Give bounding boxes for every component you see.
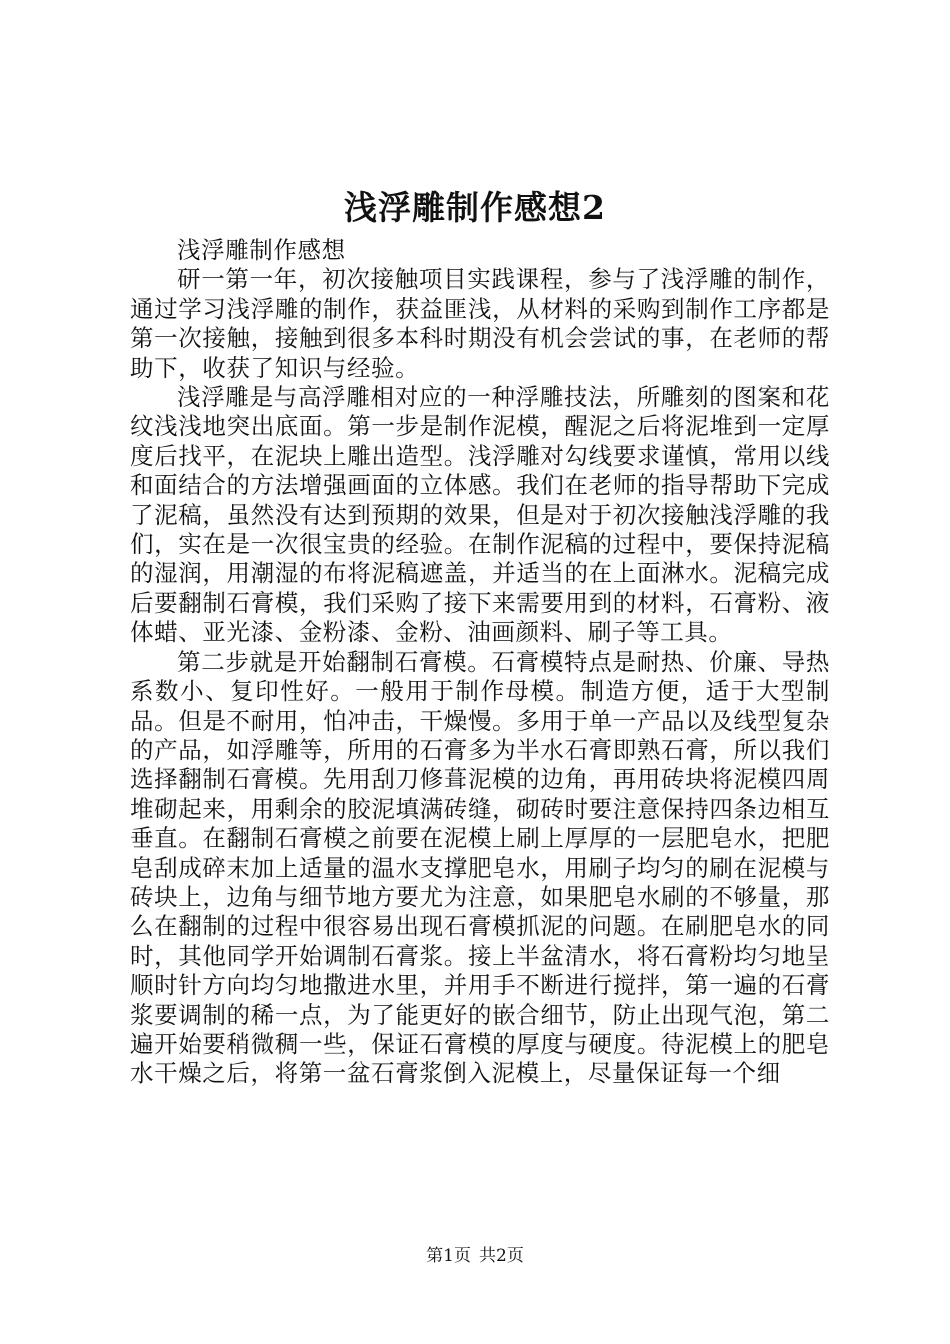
paragraph-step-two: 第二步就是开始翻制石膏模。石膏模特点是耐热、价廉、导热系数小、复印性好。一般用于制作母模。制造方便，适于大型制品。但是不耐用，怕冲击，干燥慢。多用于单一产品以及线型复杂的产品，如浮雕等，所用的石膏多为半水石膏即熟石膏，所以我们选择翻制石膏模。先用刮刀修葺泥模的边角，再用砖块将泥模四周堆砌起来，用剩余的胶泥填满砖缝，砌砖时要注意保持四条边相互垂直。在翻制石膏模之前要在泥模上刷上厚厚的一层肥皂水，把肥皂刮成碎末加上适量的温水支撑肥皂水，用刷子均匀的刷在泥模与砖块上，边角与细节地方要尤为注意，如果肥皂水刷的不够量，那么在翻制的过程中很容易出现石膏模抓泥的问题。在刷肥皂水的同时，其他同学开始调制石膏浆。接上半盆清水，将石膏粉均匀地呈顺时针方向均匀地撒进水里，并用手不断进行搅拌，第一遍的石膏浆要调制的稀一点，为了能更好的嵌合细节，防止出现气泡，第二遍开始要稍微稠一些，保证石膏模的厚度与硬度。待泥模上的肥皂水干燥之后，将第一盆石膏浆倒入泥模上，尽量保证每一个细 [130, 647, 830, 1088]
page-total: 共2页 [479, 1246, 524, 1266]
page-number: 第1页 [426, 1246, 471, 1266]
paragraph-intro: 研一第一年，初次接触项目实践课程，参与了浅浮雕的制作，通过学习浅浮雕的制作，获益匪浅，从材料的采购到制作工序都是第一次接触，接触到很多本科时期没有机会尝试的事，在老师的帮助下，收获了知识与经验。 [130, 265, 830, 382]
page-footer [0, 1244, 950, 1268]
document-body [130, 236, 830, 1089]
paragraph-subtitle: 浅浮雕制作感想 [177, 236, 346, 264]
paragraph-step-one: 浅浮雕是与高浮雕相对应的一种浮雕技法，所雕刻的图案和花纹浅浅地突出底面。第一步是制作泥模，醒泥之后将泥堆到一定厚度后找平，在泥块上雕出造型。浅浮雕对勾线要求谨慎，常用以线和面结合的方法增强画面的立体感。我们在老师的指导帮助下完成了泥稿，虽然没有达到预期的效果，但是对于初次接触浅浮雕的我们，实在是一次很宝贵的经验。在制作泥稿的过程中，要保持泥稿的湿润，用潮湿的布将泥稿遮盖，并适当的在上面淋水。泥稿完成后要翻制石膏模，我们采购了接下来需要用到的材料，石膏粉、液体蜡、亚光漆、金粉漆、金粉、油画颜料、刷子等工具。 [130, 383, 830, 647]
document-title: 浅浮雕制作感想2 [344, 188, 606, 227]
